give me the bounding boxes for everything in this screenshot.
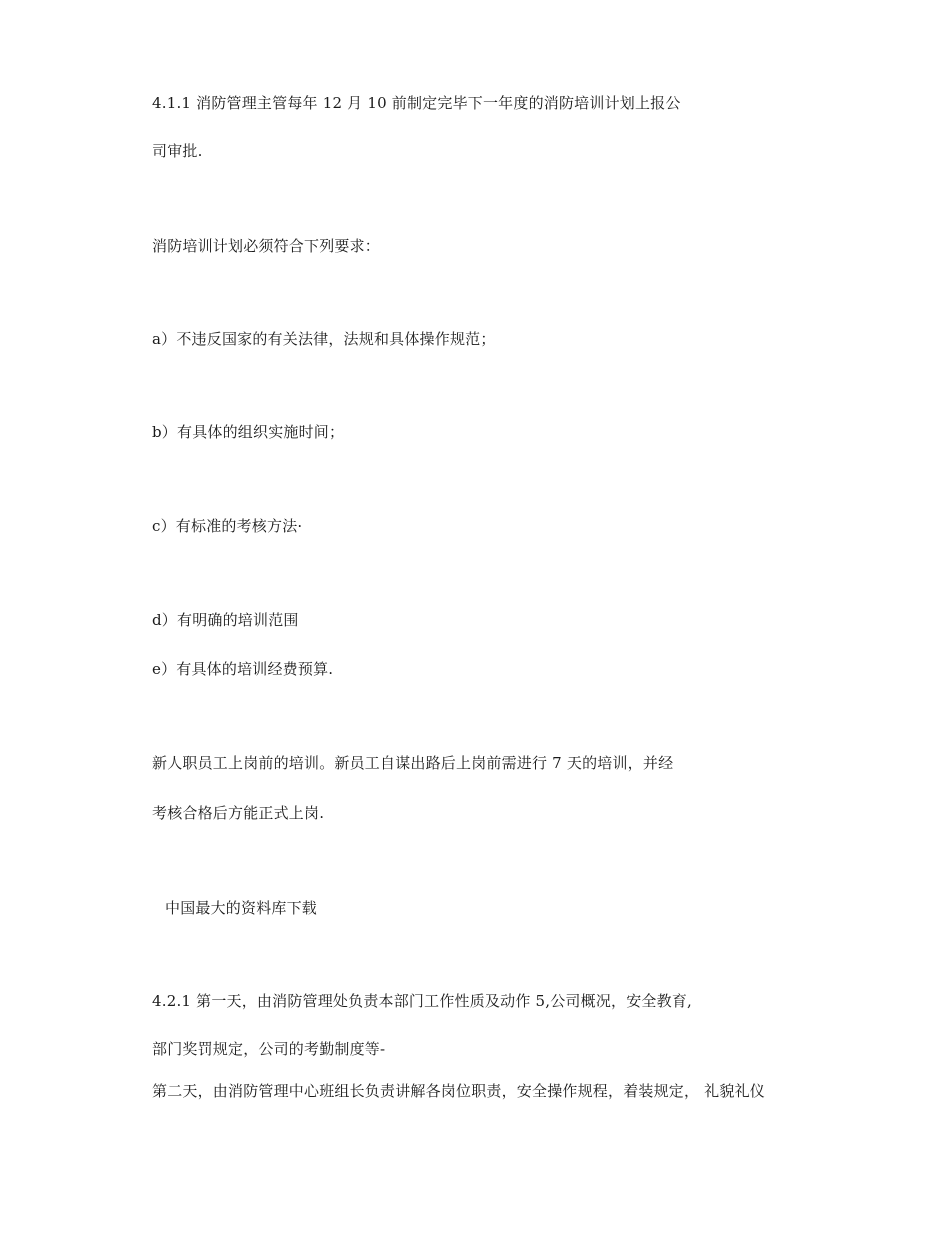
new-staff-training-line-2: 考核合格后方能正式上岗. — [152, 804, 325, 822]
day-two-line: 第二天，由消防管理中心班组长负责讲解各岗位职责，安全操作规程，着装规定， 礼貌礼仪 — [152, 1082, 765, 1100]
paragraph-4-1-1-line-2: 司审批. — [152, 142, 203, 160]
paragraph-4-2-1-line-2: 部门奖罚规定，公司的考勤制度等- — [152, 1040, 386, 1058]
paragraph-4-1-1-line-1: 4.1.1 消防管理主管每年 12 月 10 前制定完毕下一年度的消防培训计划上报公 — [152, 94, 681, 112]
requirement-b: b）有具体的组织实施时间； — [152, 423, 345, 441]
requirements-heading: 消防培训计划必须符合下列要求： — [152, 237, 381, 255]
requirement-c: c）有标准的考核方法· — [152, 517, 303, 535]
requirement-d: d）有明确的培训范围 — [152, 611, 299, 629]
requirement-a: a）不违反国家的有关法律，法规和具体操作规范； — [152, 330, 496, 348]
watermark-text: 中国最大的资料库下载 — [165, 899, 318, 917]
requirement-e: e）有具体的培训经费预算. — [152, 660, 334, 678]
new-staff-training-line-1: 新人职员工上岗前的培训。新员工自谋出路后上岗前需进行 7 天的培训，并经 — [152, 754, 674, 772]
paragraph-4-2-1-line-1: 4.2.1 第一天，由消防管理处负责本部门工作性质及动作 5,公司概况，安全教育, — [152, 992, 692, 1010]
